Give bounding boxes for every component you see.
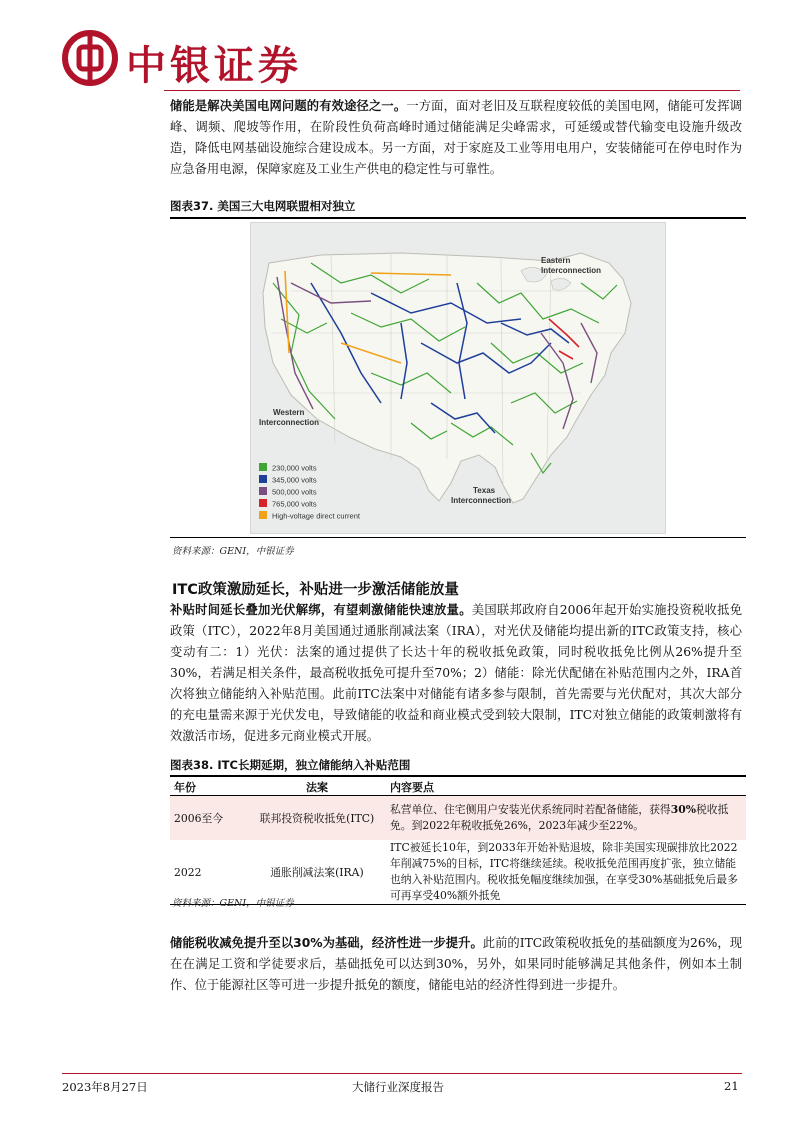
legend-swatch (259, 475, 267, 483)
footer-report-title: 大储行业深度报告 (352, 1080, 444, 1094)
figure-38-source: 资料来源：GENI，中银证券 (172, 898, 294, 909)
figure-38-top-rule (170, 775, 746, 777)
western-label-line1: Western (273, 408, 305, 417)
row1-year: 2006至今 (170, 796, 248, 841)
figure-37-bottom-rule (170, 537, 746, 538)
table-row (170, 796, 746, 841)
row1-content (386, 796, 746, 841)
paragraph-2 (170, 600, 742, 747)
paragraph-1-lead: 储能是解决美国电网问题的有效途径之一。 (170, 99, 407, 113)
table-header-row (170, 778, 746, 796)
row1-law: 联邦投资税收抵免(ITC) (248, 796, 386, 841)
paragraph-1-body: 一方面，面对老旧及互联程度较低的美国电网，储能可发挥调峰、调频、爬坡等作用，在阶段性负荷高峰时通过储能满足尖峰需求，可延缓或替代输变电设施升级改造，降低电网基础设施综合建设成本。另一方面，对于家庭及工业等用电用户，安装储能可在停电时作为应急备用电源，保障家庭及工业生产供电的稳定性与可靠性。 (170, 99, 742, 176)
legend-label: 345,000 volts (272, 475, 317, 485)
footer-date: 2023年8月27日 (62, 1080, 148, 1094)
row1-content-a: 私营单位、住宅侧用户安装光伏系统同时若配备储能，获得 (390, 803, 671, 816)
texas-label-line2: Interconnection (451, 496, 512, 505)
legend-swatch (259, 487, 267, 495)
legend-label: 230,000 volts (272, 463, 317, 473)
row1-content-bold: 30% (670, 803, 697, 816)
header-divider (164, 90, 740, 91)
header-content: 内容要点 (390, 780, 434, 794)
figure-38-title: 图表38. ITC长期延期，独立储能纳入补贴范围 (170, 758, 411, 772)
eastern-label-line1: Eastern (541, 256, 571, 265)
paragraph-1 (170, 96, 742, 180)
brand-name: 中银证券 (126, 43, 302, 89)
western-label-line2: Interconnection (259, 418, 320, 427)
header-year: 年份 (174, 780, 196, 794)
legend-swatch (259, 463, 267, 471)
us-grid-map-image (251, 223, 665, 533)
bank-logo-icon (62, 30, 118, 86)
legend-label: 500,000 volts (272, 487, 317, 497)
brand-logo (62, 30, 322, 92)
legend-label: High-voltage direct current (272, 511, 360, 521)
paragraph-3 (170, 933, 742, 996)
map-legend (259, 463, 361, 521)
paragraph-2-body: 美国联邦政府自2006年起开始实施投资税收抵免政策（ITC），2022年8月美国通过通胀削减法案（IRA），对光伏及储能均提出新的ITC政策支持，核心变动有二：1）光伏：法案的通过提供了长达十年的税收抵免政策，同时税收抵免比例从26%提升至30%，若满足相关条件，最高税收抵免可提升至70%；2）储能：除光伏配储在补贴范围内之外，IRA首次将独立储能纳入补贴范围。此前ITC法案中对储能有诸多参与限制，首先需要与光伏配对，其次大部分的充电量需来源于光伏发电，导致储能的收益和商业模式受到较大限制，ITC对独立储能的政策刺激将有效激活市场，促进多元商业模式开展。 (170, 603, 742, 743)
row2-content: ITC被延长10年，到2033年开始补贴退坡，除非美国实现碳排放比2022年削减75%的目标，ITC将继续延续。税收抵免范围再度扩张，独立储能也纳入补贴范围内。税收抵免幅度继续加强，在享受30%基础抵免后最多可再享受40%额外抵免 (390, 841, 738, 902)
footer-page-number: 21 (724, 1079, 739, 1093)
us-grid-map (250, 222, 666, 534)
figure-37-top-rule (170, 217, 746, 219)
legend-label: 765,000 volts (272, 499, 317, 509)
figure-37-source: 资料来源：GENI，中银证券 (172, 546, 294, 557)
section-heading: ITC政策激励延长，补贴进一步激活储能放量 (172, 582, 459, 598)
texas-label-line1: Texas (473, 486, 496, 495)
paragraph-2-lead: 补贴时间延长叠加光伏解绑，有望刺激储能快速放量。 (170, 603, 472, 617)
eastern-label-line2: Interconnection (541, 266, 602, 275)
paragraph-3-lead: 储能税收减免提升至以30%为基础，经济性进一步提升。 (170, 936, 483, 950)
footer-divider (62, 1073, 742, 1074)
row1-content-b: 税收抵免。到2022年税收抵免26%，2023年减少至22%。 (390, 803, 729, 832)
header-law: 法案 (306, 780, 328, 794)
itc-table (170, 778, 746, 905)
figure-37-title: 图表37. 美国三大电网联盟相对独立 (170, 199, 356, 213)
legend-swatch (259, 511, 267, 519)
legend-swatch (259, 499, 267, 507)
row2-law: 通胀削减法案(IRA) (270, 865, 364, 879)
paragraph-3-body: 此前的ITC政策税收抵免的基础额度为26%，现在在满足工资和学徒要求后，基础抵免可以达到30%，另外，如果同时能够满足其他条件，例如本土制作、位于能源社区等可进一步提升抵免的额度，储能电站的经济性得到进一步提升。 (170, 936, 742, 992)
row2-year: 2022 (174, 865, 202, 879)
